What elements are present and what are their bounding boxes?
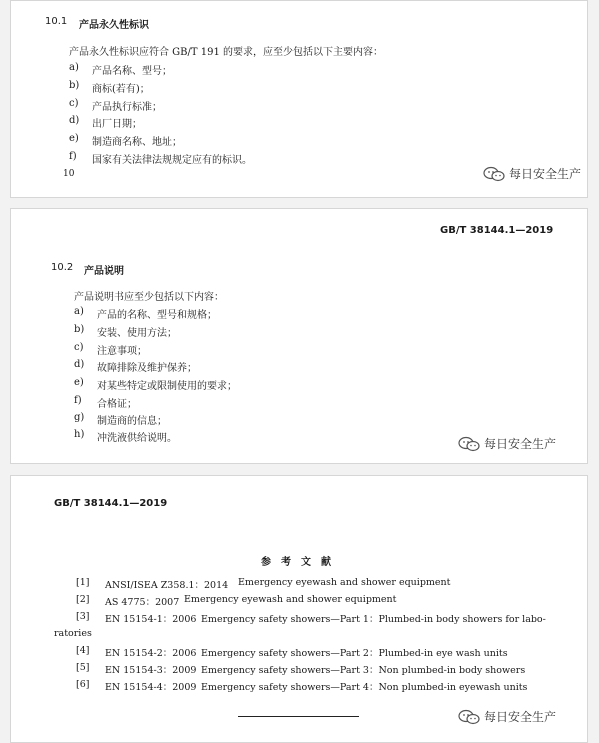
- section-title: 产品永久性标识: [79, 20, 149, 31]
- list-item-mark: d): [69, 115, 80, 126]
- list-item-mark: c): [74, 342, 84, 353]
- list-item: 产品名称、型号；: [92, 66, 172, 77]
- document-page-3: [10, 475, 588, 743]
- watermark-text: 每日安全生产: [509, 167, 582, 181]
- section-number: 10.1: [45, 16, 68, 27]
- section-intro: 产品永久性标识应符合 GB/T 191 的要求，应至少包括以下主要内容：: [69, 47, 383, 58]
- list-item: 冲洗液供给说明。: [97, 433, 177, 444]
- list-item-mark: e): [74, 377, 84, 388]
- reference-code: EN 15154-3：2009: [105, 665, 197, 676]
- document-page-1: [10, 0, 588, 198]
- list-item: 故障排除及维护保养；: [97, 363, 197, 374]
- list-item-mark: c): [69, 98, 79, 109]
- reference-title: Emergency safety showers—Part 1：Plumbed-in body showers for labo-: [201, 614, 546, 625]
- end-rule: [238, 716, 359, 717]
- list-item: 注意事项；: [97, 346, 147, 357]
- list-item-mark: b): [69, 80, 80, 91]
- section-intro: 产品说明书应至少包括以下内容：: [74, 292, 224, 303]
- list-item-mark: a): [74, 306, 84, 317]
- list-item: 制造商的信息；: [97, 416, 167, 427]
- list-item: 合格证；: [97, 399, 137, 410]
- list-item: 商标(若有)；: [92, 84, 150, 95]
- reference-mark: [5]: [76, 662, 90, 673]
- wechat-icon: [483, 166, 505, 182]
- list-item: 制造商名称、地址；: [92, 137, 182, 148]
- watermark: [458, 708, 556, 725]
- reference-title: Emergency safety showers—Part 2：Plumbed-in eye wash units: [201, 648, 508, 659]
- list-item-mark: g): [74, 412, 85, 423]
- list-item-mark: d): [74, 359, 85, 370]
- list-item: 国家有关法律法规规定应有的标识。: [92, 155, 252, 166]
- page-number: 10: [63, 169, 75, 179]
- list-item: 对某些特定或限制使用的要求；: [97, 381, 237, 392]
- reference-mark: [1]: [76, 577, 90, 588]
- wechat-icon: [458, 436, 480, 452]
- standard-code: GB/T 38144.1—2019: [440, 225, 554, 236]
- wechat-icon: [458, 709, 480, 725]
- watermark-text: 每日安全生产: [484, 710, 557, 724]
- list-item: 安装、使用方法；: [97, 328, 177, 339]
- reference-code: EN 15154-1：2006: [105, 614, 197, 625]
- reference-mark: [2]: [76, 594, 90, 605]
- section-number: 10.2: [51, 262, 74, 273]
- list-item-mark: h): [74, 429, 85, 440]
- watermark: [458, 435, 556, 452]
- watermark-text: 每日安全生产: [484, 437, 557, 451]
- reference-title: Emergency safety showers—Part 3：Non plumbed-in body showers: [201, 665, 526, 676]
- list-item: 产品的名称、型号和规格；: [97, 310, 217, 321]
- list-item-mark: e): [69, 133, 79, 144]
- reference-code: EN 15154-2：2006: [105, 648, 197, 659]
- reference-mark: [3]: [76, 611, 90, 622]
- reference-continuation: ratories: [54, 628, 92, 639]
- reference-title: Emergency safety showers—Part 4：Non plumbed-in eyewash units: [201, 682, 528, 693]
- reference-title: Emergency eyewash and shower equipment: [238, 577, 451, 588]
- reference-mark: [6]: [76, 679, 90, 690]
- reference-code: ANSI/ISEA Z358.1：2014: [105, 580, 229, 591]
- list-item-mark: f): [74, 395, 82, 406]
- reference-code: AS 4775：2007: [105, 597, 180, 608]
- list-item: 产品执行标准；: [92, 102, 162, 113]
- standard-code: GB/T 38144.1—2019: [54, 498, 168, 509]
- reference-code: EN 15154-4：2009: [105, 682, 197, 693]
- list-item-mark: b): [74, 324, 85, 335]
- list-item: 出厂日期；: [92, 119, 142, 130]
- reference-title: Emergency eyewash and shower equipment: [184, 594, 397, 605]
- watermark: [483, 165, 581, 182]
- references-title: 参考文献: [261, 557, 341, 568]
- list-item-mark: a): [69, 62, 79, 73]
- section-title: 产品说明: [84, 266, 124, 277]
- list-item-mark: f): [69, 151, 77, 162]
- reference-mark: [4]: [76, 645, 90, 656]
- document-page-2: [10, 208, 588, 464]
